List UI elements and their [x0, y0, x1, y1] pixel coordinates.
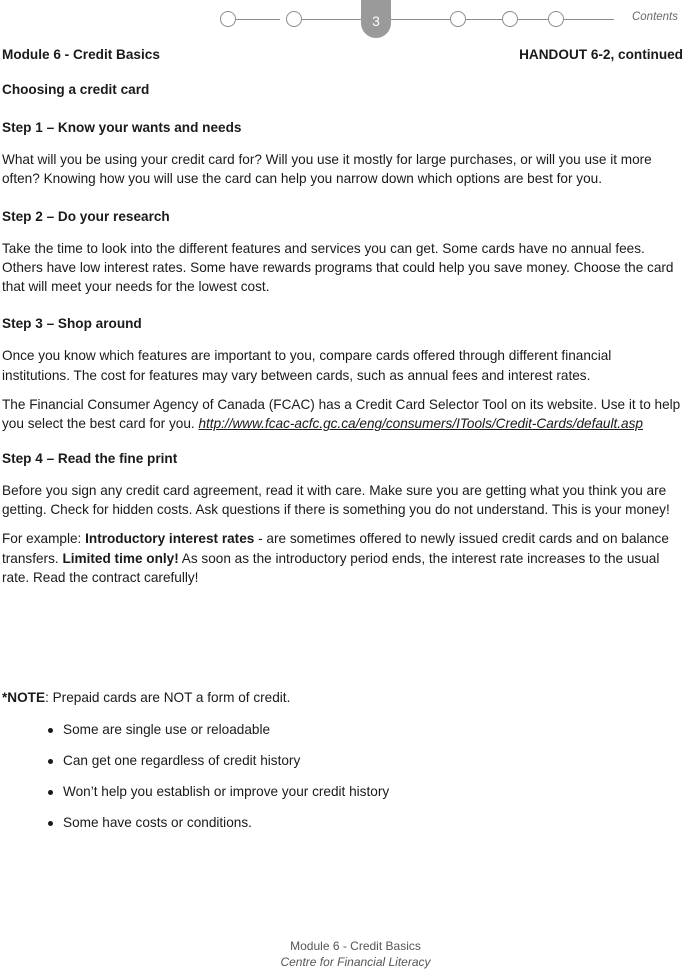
module-title: Module 6 - Credit Basics: [2, 47, 160, 62]
step-heading: Step 3 – Shop around: [2, 316, 142, 332]
note-paragraph: [2, 688, 290, 708]
list-item: Some are single use or reloadable: [48, 720, 389, 740]
note-text: : Prepaid cards are NOT a form of credit.: [45, 690, 291, 705]
step-paragraph: What will you be using your credit card for? Will you use it mostly for large purchases, or will you use it more often? Knowing how you will use the card can help you narrow down which options are best for you.: [2, 152, 652, 187]
nav-current-page[interactable]: 3: [361, 2, 391, 38]
step-heading: Step 4 – Read the fine print: [2, 450, 178, 466]
step-paragraph: Before you sign any credit card agreement, read it with care. Make sure you are getting what you think you are getting. Check for hidden costs. Ask questions if there is something you do not understand. This is your money!: [2, 482, 670, 517]
footer-module: Module 6 - Credit Basics: [290, 939, 421, 953]
list-item: Can get one regardless of credit history: [48, 751, 389, 771]
nav-page-dot[interactable]: [286, 11, 302, 27]
contents-link[interactable]: Contents: [631, 11, 678, 23]
nav-connector: [466, 19, 502, 20]
list-item: Some have costs or conditions.: [48, 813, 389, 833]
section-title: Choosing a credit card: [2, 82, 150, 97]
example-term: Introductory interest rates: [85, 531, 255, 547]
note-label: *NOTE: [2, 690, 46, 705]
nav-page-dot[interactable]: [548, 11, 564, 27]
list-item: Won’t help you establish or improve your credit history: [48, 782, 389, 802]
fcac-text: The Financial Consumer Agency of Canada (FCAC) has a Credit Card Selector Tool on its website. Use it to help you select the best card for you.: [2, 397, 681, 432]
step-heading: Step 1 – Know your wants and needs: [2, 120, 242, 135]
note-bullet-list: [48, 720, 389, 844]
example-text: - are sometimes offered to newly issued credit cards and on balance transfers.: [2, 531, 669, 566]
page-footer: [0, 938, 685, 970]
nav-connector: [236, 19, 280, 20]
nav-page-dot[interactable]: [450, 11, 466, 27]
step-heading: Step 2 – Do your research: [2, 208, 170, 224]
handout-label: HANDOUT 6-2, continued: [519, 47, 683, 62]
nav-connector: [302, 19, 362, 20]
example-paragraph: [2, 529, 682, 587]
fcac-link[interactable]: http://www.fcac-acfc.gc.ca/eng/consumers/ITools/Credit-Cards/default.asp: [198, 416, 643, 432]
example-emphasis: Limited time only!: [62, 550, 179, 566]
nav-page-dot[interactable]: [220, 11, 236, 27]
nav-page-dot[interactable]: [502, 11, 518, 27]
fcac-paragraph: [2, 395, 682, 434]
nav-connector: [564, 19, 614, 20]
example-prefix: For example:: [2, 531, 86, 547]
footer-organization: Centre for Financial Literacy: [280, 955, 431, 969]
example-text: As soon as the introductory period ends, the interest rate increases to the usual rate. Read the contract carefully!: [2, 550, 660, 585]
step-paragraph: Once you know which features are important to you, compare cards offered through different financial institutions. The cost for features may vary between cards, such as annual fees and interest rates.: [2, 348, 612, 383]
handout-body: [2, 80, 682, 605]
step-paragraph: Take the time to look into the different features and services you can get. Some cards have no annual fees. Others have low interest rates. Some have rewards programs that could help you save money. Choose the card that will meet your needs for the lowest cost.: [2, 240, 674, 295]
nav-connector: [518, 19, 548, 20]
nav-connector: [390, 19, 450, 20]
